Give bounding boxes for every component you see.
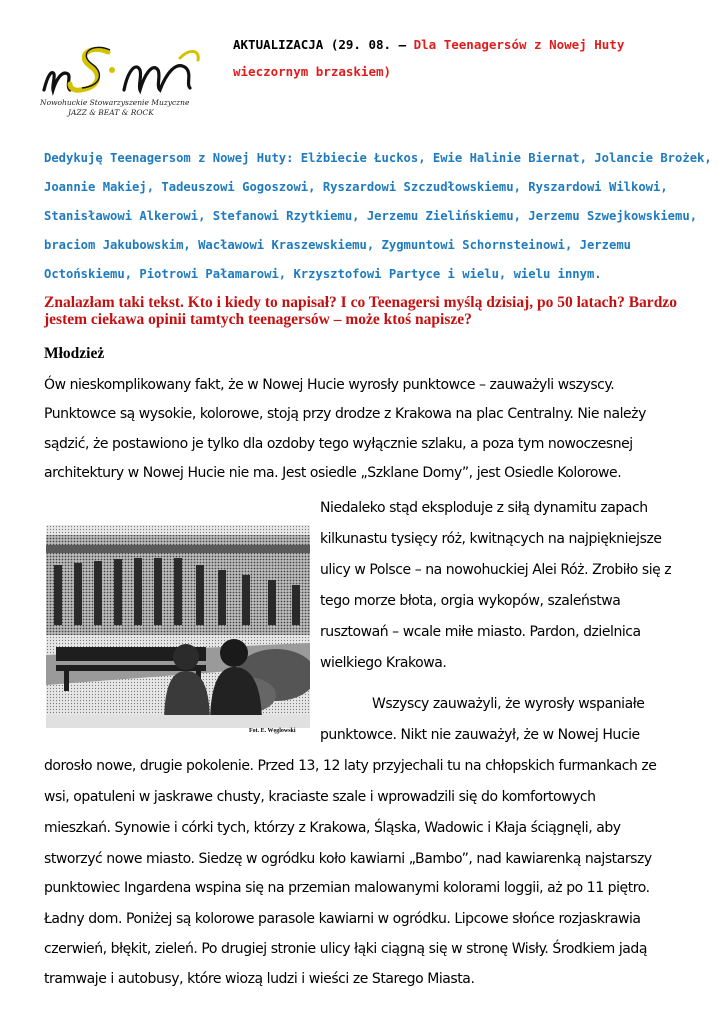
update-header-title: Dla Teenagersów z Nowej Huty (413, 37, 625, 52)
body-line: tramwaje i autobusy, które wiozą ludzi i wieści ze Starego Miasta. (44, 971, 475, 987)
intro-line: Znalazłam taki tekst. Kto i kiedy to napisał? I co Teenagersi myślą dzisiaj, po 50 latach? Bardzo (44, 294, 677, 311)
body-line: dorosło nowe, drugie pokolenie. Przed 13, 12 laty przyjechali tu na chłopskich furmankach ze (44, 758, 657, 774)
dedication-line: braciom Jakubowskim, Wacławowi Kraszewskiemu, Zygmuntowi Schornsteinowi, Jerzemu (44, 238, 631, 252)
body-line: wsi, opatuleni w jaskrawe chusty, kraciaste szale i wprowadzili się do komfortowych (44, 789, 596, 805)
update-header-title-cont: wieczornym brzaskiem) (233, 64, 392, 79)
body-line: mieszkań. Synowie i córki tych, którzy z Krakowa, Śląska, Wadowic i Kłaja ściągnęli, aby (44, 820, 621, 836)
dedication-block (44, 144, 712, 289)
dedication-line: Octońskiemu, Piotrowi Pałamarowi, Krzysztofowi Partyce i wielu, wielu innym. (44, 267, 602, 281)
logo-tagline-2: JAZZ & BEAT & ROCK (68, 108, 154, 117)
logo-monogram-graphic (40, 40, 205, 100)
body-line: Wszyscy zauważyli, że wyrosły wspaniałe (372, 696, 645, 712)
photo-caption: Fot. E. Węglowski (249, 728, 296, 734)
article-photo (46, 525, 310, 740)
body-line: ulicy w Polsce – na nowohuckiej Alei Róż. Zrobiło się z (320, 562, 672, 578)
body-line: Punktowce są wysokie, kolorowe, stoją przy drodze z Krakowa na plac Centralny. Nie należy (44, 406, 646, 422)
photo-couple-on-bench (46, 525, 310, 740)
body-line: sądzić, że postawiono je tylko dla ozdoby tego wyłącznie szlaku, a poza tym nowoczesnej (44, 436, 633, 452)
body-line: czerwień, błękit, zieleń. Po drugiej stronie ulicy łąki ciągną się w stronę Wisły. Środkiem jadą (44, 941, 647, 957)
logo-tagline-1: Nowohuckie Stowarzyszenie Muzyczne (40, 98, 190, 107)
intro-line: jestem ciekawa opinii tamtych teenagersów – może ktoś napisze? (44, 311, 472, 328)
body-line: Ów nieskomplikowany fakt, że w Nowej Hucie wyrosły punktowce – zauważyli wszyscy. (44, 377, 615, 393)
body-line: stworzyć nowe miasto. Siedzę w ogródku koło kawiarni „Bambo”, nad kawiarenką najstarszy (44, 851, 652, 867)
body-line: tego morze błota, orgia wykopów, szaleństwa (320, 593, 621, 609)
intro-question (44, 294, 694, 328)
update-header-prefix: AKTUALIZACJA (29. 08. – (233, 37, 414, 52)
article-heading: Młodzież (44, 345, 105, 362)
body-line: Ładny dom. Poniżej są kolorowe parasole kawiarni w ogródku. Lipcowe słońce rozjaskrawia (44, 911, 641, 927)
body-line: kilkunastu tysięcy róż, kwitnących na najpiękniejsze (320, 531, 662, 547)
logo (40, 40, 205, 120)
dedication-line: Stanisławowi Alkerowi, Stefanowi Rzytkiemu, Jerzemu Zielińskiemu, Jerzemu Szwejkowskiemu, (44, 209, 698, 223)
body-line: punktowiec Ingardena wspina się na przemian malowanymi kolorami loggii, aż po 11 piętro. (44, 880, 650, 896)
dedication-line: Joannie Makiej, Tadeuszowi Gogoszowi, Ryszardowi Szczudłowskiemu, Ryszardowi Wilkowi, (44, 180, 668, 194)
body-line: punktowce. Nikt nie zauważył, że w Nowej Hucie (320, 727, 640, 743)
dedication-line: Dedykuję Teenagersom z Nowej Huty: Elżbiecie Łuckos, Ewie Halinie Biernat, Jolancie Brożek, (44, 151, 712, 165)
body-line: Niedaleko stąd eksploduje z siłą dynamitu zapach (320, 500, 648, 516)
body-line: rusztowań – wcale miłe miasto. Pardon, dzielnica (320, 624, 641, 640)
body-line: architektury w Nowej Hucie nie ma. Jest osiedle „Szklane Domy”, jest Osiedle Kolorowe. (44, 465, 622, 481)
update-header (233, 37, 624, 52)
body-line: wielkiego Krakowa. (320, 655, 447, 671)
